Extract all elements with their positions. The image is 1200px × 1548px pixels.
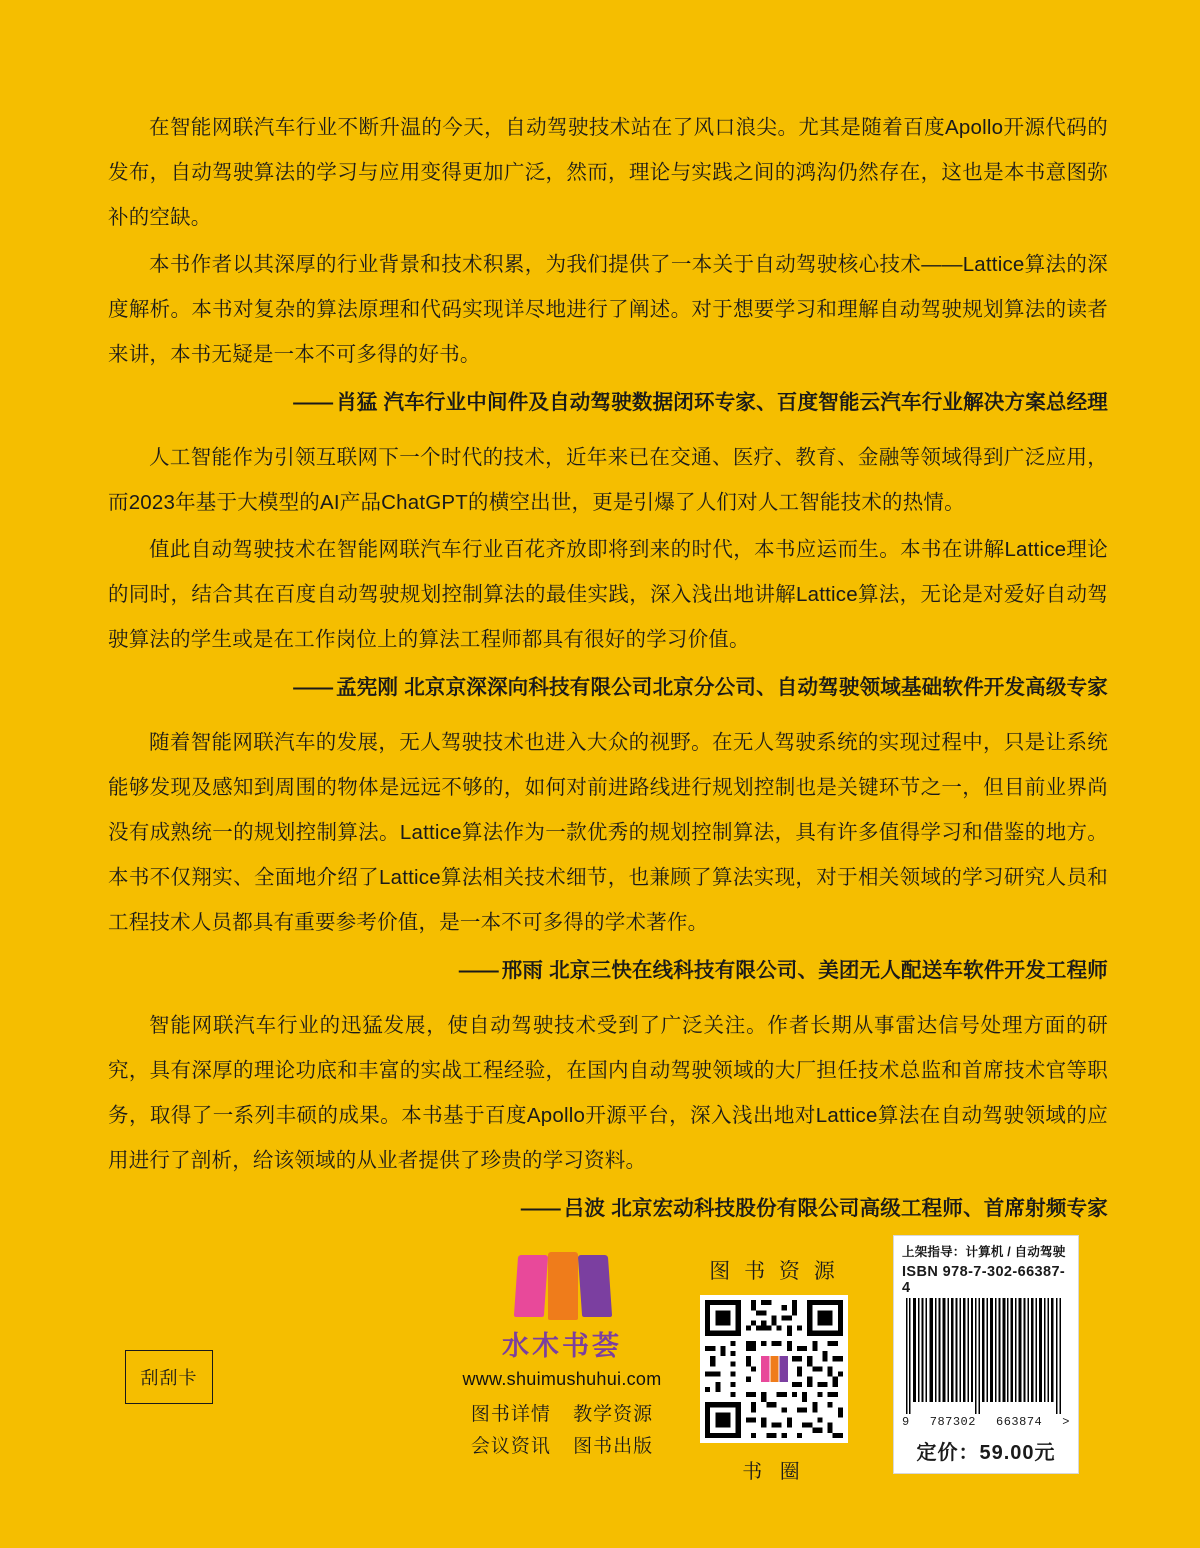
publisher-name: 水木书荟 — [502, 1331, 622, 1361]
endorsement-block — [108, 1003, 1108, 1233]
endorsements-section — [108, 105, 1108, 1241]
endorsement-paragraph: 值此自动驾驶技术在智能网联汽车行业百花齐放即将到来的时代，本书应运而生。本书在讲解Lattice理论的同时，结合其在百度自动驾驶规划控制算法的最佳实践，深入浅出地讲解Lattice算法，无论是对爱好自动驾驶算法的学生或是在工作岗位上的算法工程师都具有很好的学习价值。 — [108, 538, 1108, 651]
endorsement-paragraph: 在智能网联汽车行业不断升温的今天，自动驾驶技术站在了风口浪尖。尤其是随着百度Apollo开源代码的发布，自动驾驶算法的学习与应用变得更加广泛，然而，理论与实践之间的鸿沟仍然存在，这也是本书意图弥补的空缺。 — [108, 116, 1108, 229]
publisher-link-book-details[interactable]: 图书详情 — [470, 1404, 551, 1425]
endorsement-block — [108, 435, 1108, 712]
barcode-digits — [902, 1415, 1070, 1429]
endorser-attribution — [108, 664, 1108, 712]
shuimushuhui-logo-icon — [514, 1255, 610, 1323]
endorsement-paragraph: 人工智能作为引领互联网下一个时代的技术，近年来已在交通、医疗、教育、金融等领域得到广泛应用，而2023年基于大模型的AI产品ChatGPT的横空出世，更是引爆了人们对人工智能技术的热情。 — [108, 446, 1108, 514]
attribution-dash: —— — [520, 1197, 560, 1220]
publisher-block — [452, 1255, 672, 1463]
barcode-block — [893, 1235, 1079, 1474]
publisher-url[interactable]: www.shuimushuhui.com — [462, 1369, 662, 1389]
endorsement-paragraph: 智能网联汽车行业的迅猛发展，使自动驾驶技术受到了广泛关注。作者长期从事雷达信号处理方面的研究，具有深厚的理论功底和丰富的实战工程经验，在国内自动驾驶领域的大厂担任技术总监和首席技术官等职务，取得了一系列丰硕的成果。本书基于百度Apollo开源平台，深入浅出地对Lattice算法在自动驾驶领域的应用进行了剖析，给该领域的从业者提供了珍贵的学习资料。 — [108, 1014, 1108, 1172]
attribution-dash: —— — [293, 676, 333, 699]
endorsement-paragraph: 本书作者以其深厚的行业背景和技术积累，为我们提供了一本关于自动驾驶核心技术——Lattice算法的深度解析。本书对复杂的算法原理和代码实现详尽地进行了阐述。对于想要学习和理解自动驾驶规划算法的读者来讲，本书无疑是一本不可多得的好书。 — [108, 253, 1108, 366]
book-resources-block — [694, 1255, 854, 1484]
endorser-name: 吕波 — [563, 1197, 606, 1220]
endorser-name: 邢雨 — [501, 959, 544, 982]
endorser-role: 北京三快在线科技有限公司、美团无人配送车软件开发工程师 — [549, 959, 1108, 982]
endorsement-block — [108, 105, 1108, 427]
endorser-role: 北京宏动科技股份有限公司高级工程师、首席射频专家 — [611, 1197, 1108, 1220]
endorser-role: 汽车行业中间件及自动驾驶数据闭环专家、百度智能云汽车行业解决方案总经理 — [383, 391, 1108, 414]
barcode-digit-end: > — [1062, 1415, 1070, 1429]
endorsement-paragraph: 随着智能网联汽车的发展，无人驾驶技术也进入大众的视野。在无人驾驶系统的实现过程中，只是让系统能够发现及感知到周围的物体是远远不够的，如何对前进路线进行规划控制也是关键环节之一，但目前业界尚没有成熟统一的规划控制算法。Lattice算法作为一款优秀的规划控制算法，具有许多值得学习和借鉴的地方。本书不仅翔实、全面地介绍了Lattice算法相关技术细节，也兼顾了算法实现，对于相关领域的学习研究人员和工程技术人员都具有重要参考价值，是一本不可多得的学术著作。 — [108, 731, 1108, 934]
endorser-name: 孟宪刚 — [336, 676, 399, 699]
publisher-link-teaching-resources[interactable]: 教学资源 — [573, 1404, 654, 1425]
publisher-link-publishing[interactable]: 图书出版 — [573, 1436, 654, 1457]
attribution-dash: —— — [458, 959, 498, 982]
barcode-digit-left: 9 — [902, 1415, 910, 1429]
scratch-card-label: 刮刮卡 — [140, 1368, 198, 1388]
endorser-attribution — [108, 379, 1108, 427]
cover-footer — [0, 1205, 1200, 1548]
barcode-icon — [902, 1298, 1070, 1414]
endorser-attribution — [108, 947, 1108, 995]
isbn-text: ISBN 978-7-302-66387-4 — [902, 1264, 1066, 1296]
endorser-role: 北京京深深向科技有限公司北京分公司、自动驾驶领域基础软件开发高级专家 — [404, 676, 1108, 699]
qr-caption: 书 圈 — [742, 1461, 806, 1483]
shelf-guide-text: 上架指导：计算机 / 自动驾驶 — [902, 1245, 1066, 1259]
scratch-card-box — [125, 1350, 213, 1404]
barcode-digit-right: 663874 — [996, 1415, 1043, 1429]
endorsement-block — [108, 720, 1108, 995]
publisher-links — [452, 1399, 672, 1463]
price-label: 定价：59.00元 — [916, 1442, 1056, 1464]
barcode-digit-mid: 787302 — [929, 1415, 976, 1429]
publisher-link-conference-news[interactable]: 会议资讯 — [470, 1436, 551, 1457]
qr-code-icon[interactable] — [700, 1295, 848, 1443]
attribution-dash: —— — [293, 391, 333, 414]
endorser-name: 肖猛 — [336, 391, 378, 414]
qr-title: 图 书 资 源 — [709, 1260, 839, 1283]
